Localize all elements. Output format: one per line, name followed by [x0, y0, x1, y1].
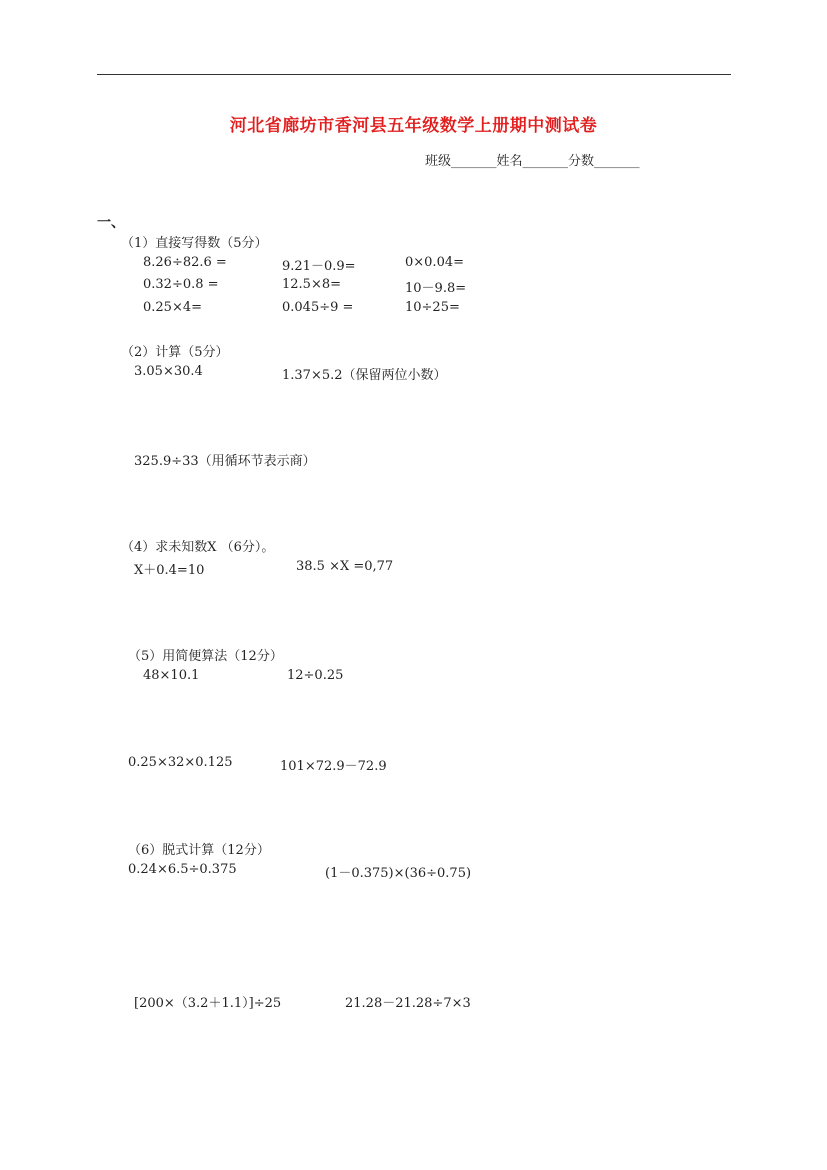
part1-item: 9.21－0.9= [282, 259, 356, 274]
part6-item: 21.28－21.28÷7×3 [345, 996, 471, 1011]
part2-item: 325.9÷33（用循环节表示商） [134, 454, 316, 469]
part1-item: 8.26÷82.6 = [143, 255, 227, 270]
part2-item: 1.37×5.2（保留两位小数） [282, 368, 447, 383]
part4-heading: （4）求未知数X （6分）。 [121, 540, 275, 555]
part5-heading: （5）用简便算法（12分） [128, 649, 283, 664]
part4-item: X＋0.4=10 [134, 563, 205, 578]
part1-item: 0.32÷0.8 = [143, 277, 219, 292]
part5-item: 48×10.1 [143, 668, 200, 683]
page-title: 河北省廊坊市香河县五年级数学上册期中测试卷 [229, 116, 598, 136]
part6-heading: （6）脱式计算（12分） [128, 843, 270, 858]
part6-item: [200×（3.2＋1.1）]÷25 [134, 996, 282, 1011]
part6-item: 0.24×6.5÷0.375 [128, 862, 237, 877]
part1-item: 0.25×4= [143, 300, 203, 315]
part1-item: 10÷25= [405, 300, 460, 315]
part1-item: 10－9.8= [405, 281, 467, 296]
section-one-label: 一、 [97, 215, 125, 231]
part1-item: 12.5×8= [282, 277, 342, 292]
part2-heading: （2）计算（5分） [121, 345, 229, 360]
part5-item: 101×72.9－72.9 [280, 759, 387, 774]
part5-item: 0.25×32×0.125 [128, 755, 233, 770]
part2-item: 3.05×30.4 [134, 364, 203, 379]
part5-item: 12÷0.25 [287, 668, 344, 683]
part4-item: 38.5 ×X =0,77 [296, 559, 394, 574]
part1-item: 0×0.04= [405, 255, 465, 270]
part6-item: (1－0.375)×(36÷0.75) [325, 866, 472, 881]
part1-heading: （1）直接写得数（5分） [121, 236, 268, 251]
header-rule [97, 74, 731, 75]
part1-item: 0.045÷9 = [282, 300, 354, 315]
student-info-line: 班级_______姓名_______分数_______ [425, 154, 640, 169]
